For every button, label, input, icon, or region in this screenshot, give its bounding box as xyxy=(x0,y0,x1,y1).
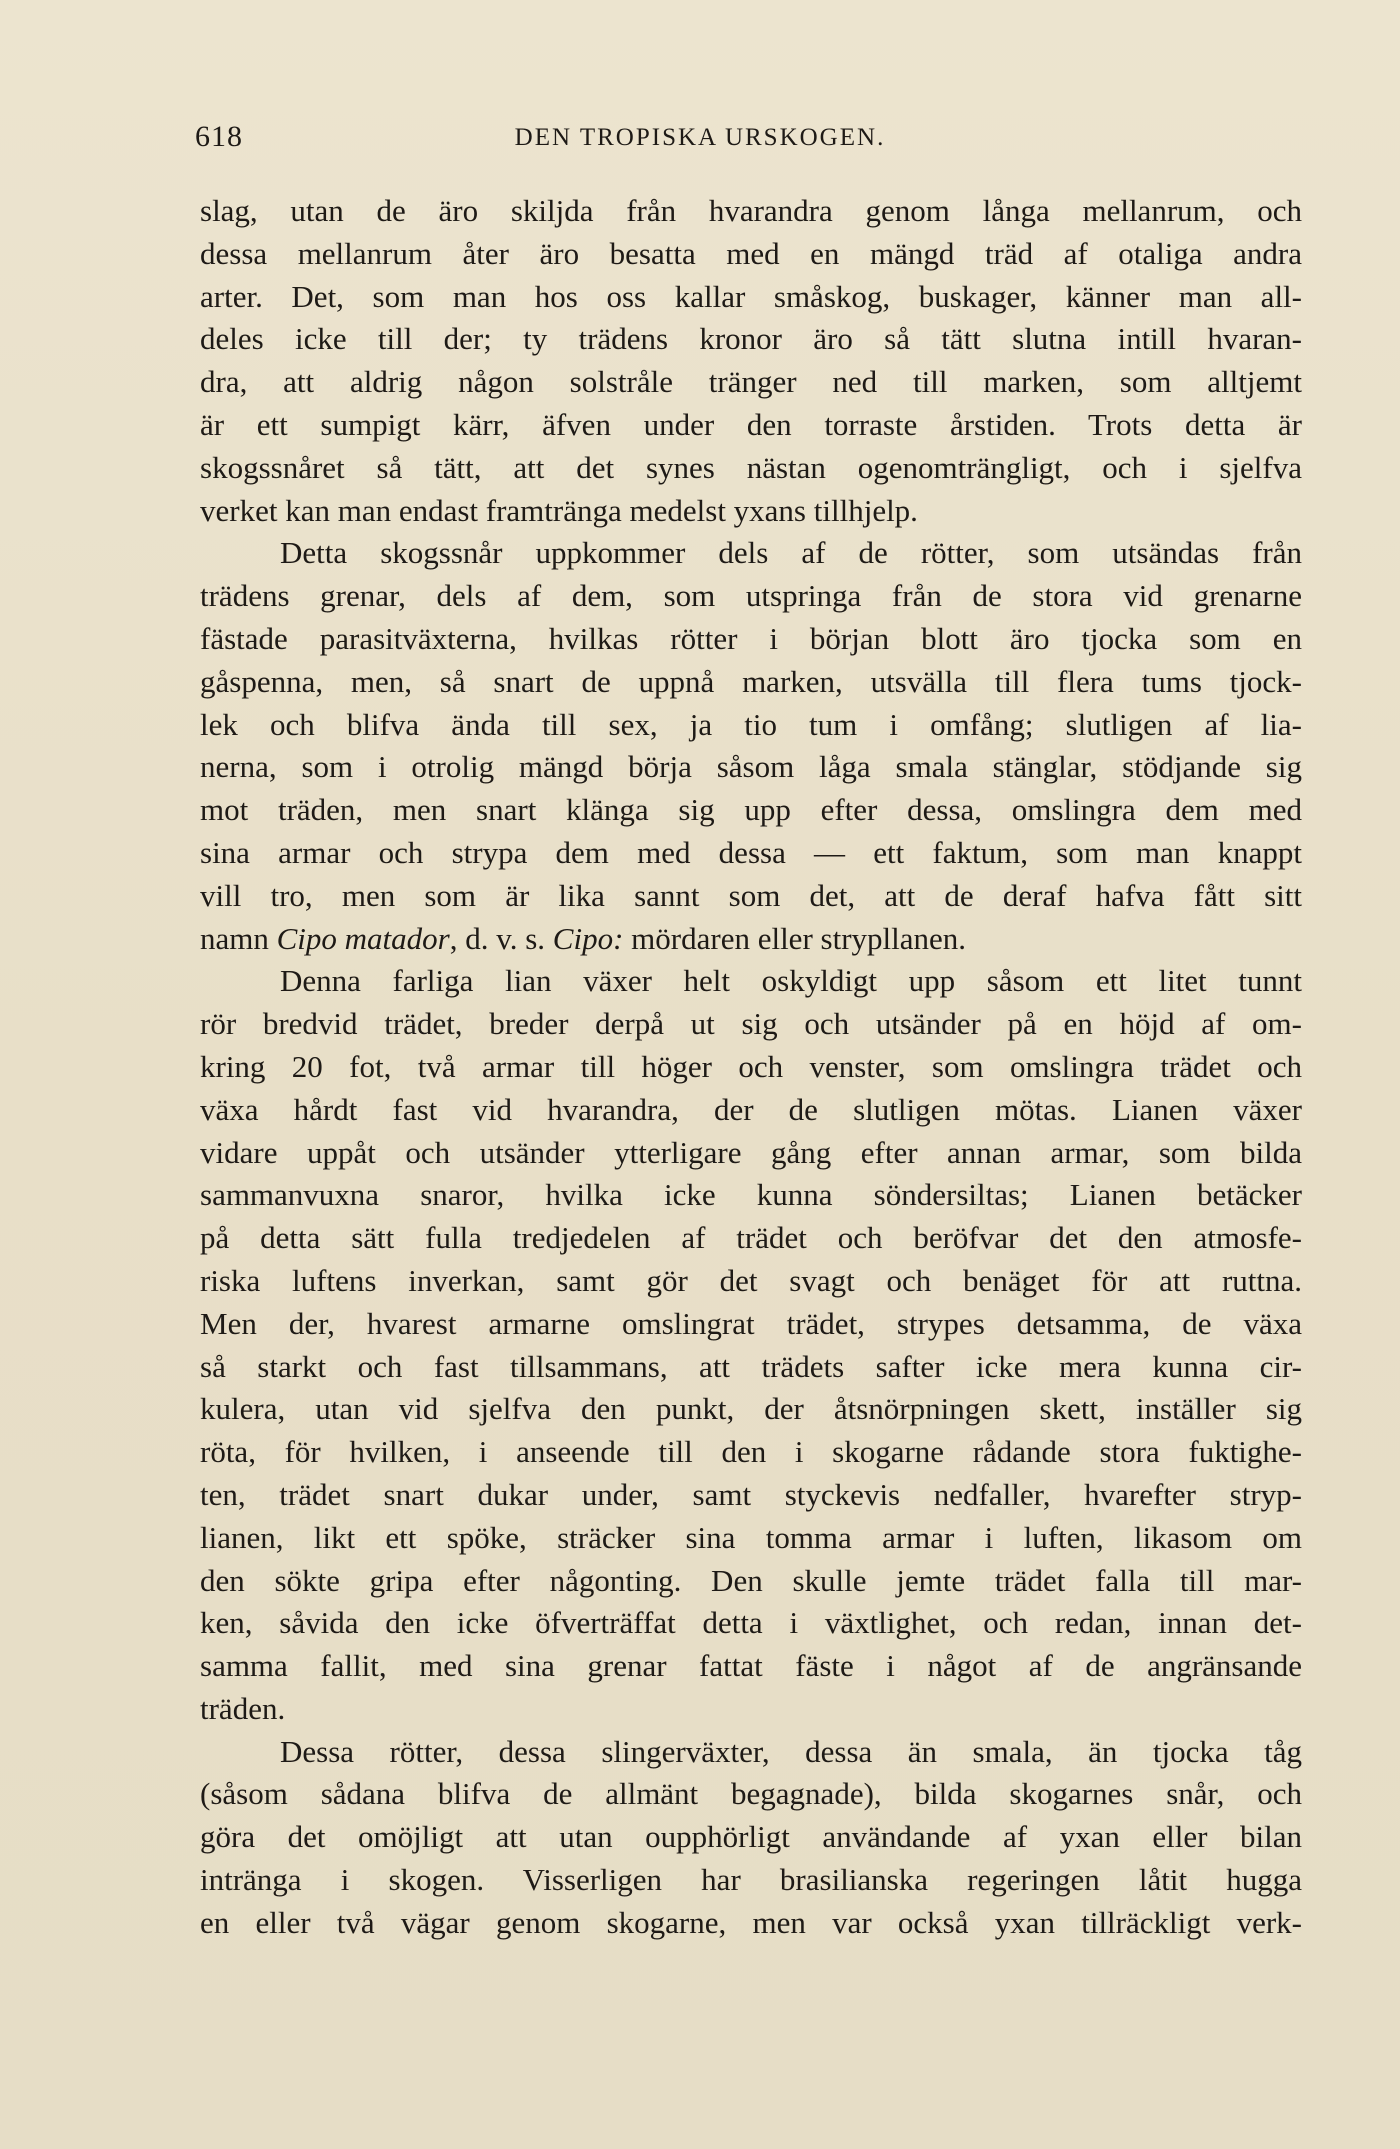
text-line: på detta sätt fulla tredjedelen af trädet och beröfvar det den atmosfe- xyxy=(200,1220,1302,1256)
text-line: ten, trädet snart dukar under, samt styckevis nedfaller, hvarefter stryp- xyxy=(200,1476,1302,1512)
text-line: Detta skogssnår uppkommer dels af de rötter, som utsändas från xyxy=(280,535,1302,571)
text-line: dessa mellanrum åter äro besatta med en mängd träd af otaliga andra xyxy=(200,235,1302,271)
text-line: slag, utan de äro skiljda från hvarandra genom långa mellanrum, och xyxy=(200,193,1302,228)
page-number: 618 xyxy=(195,120,243,153)
body-text xyxy=(200,190,1302,1945)
text-line: dra, att aldrig någon solstråle tränger ned till marken, som alltjemt xyxy=(200,364,1302,400)
text-line: sina armar och strypa dem med dessa — ett faktum, som man knappt xyxy=(200,834,1302,870)
text-line: lianen, likt ett spöke, sträcker sina tomma armar i luften, likasom om xyxy=(200,1519,1302,1555)
text-line: skogssnåret så tätt, att det synes nästan ogenomträngligt, och i sjelfva xyxy=(200,449,1302,485)
text-line: trädens grenar, dels af dem, som utspringa från de stora vid grenarne xyxy=(200,578,1302,614)
text-line xyxy=(200,918,1302,961)
text-line: vill tro, men som är lika sannt som det, att de deraf hafva fått sitt xyxy=(200,877,1302,913)
text-line: röta, för hvilken, i anseende till den i skogarne rådande stora fuktighe- xyxy=(200,1434,1302,1470)
text-segment: , d. v. s. xyxy=(449,920,553,956)
text-line: sammanvuxna snaror, hvilka icke kunna söndersiltas; Lianen betäcker xyxy=(200,1177,1302,1213)
text-segment: namn xyxy=(200,920,277,956)
text-line: deles icke till der; ty trädens kronor äro så tätt slutna intill hvaran- xyxy=(200,321,1302,357)
text-line: fästade parasitväxterna, hvilkas rötter i början blott äro tjocka som en xyxy=(200,620,1302,656)
text-line: kulera, utan vid sjelfva den punkt, der åtsnörpningen skett, inställer sig xyxy=(200,1391,1302,1427)
text-line: göra det omöjligt att utan oupphörligt användande af yxan eller bilan xyxy=(200,1819,1302,1855)
text-line: en eller två vägar genom skogarne, men var också yxan tillräckligt verk- xyxy=(200,1904,1302,1940)
text-line: är ett sumpigt kärr, äfven under den torraste årstiden. Trots detta är xyxy=(200,406,1302,442)
text-line: nerna, som i otrolig mängd börja såsom låga smala stänglar, stödjande sig xyxy=(200,749,1302,785)
running-title: DEN TROPISKA URSKOGEN. xyxy=(514,124,886,151)
text-line: gåspenna, men, så snart de uppnå marken, utsvälla till flera tums tjock- xyxy=(200,663,1302,699)
text-line: vidare uppåt och utsänder ytterligare gång efter annan armar, som bilda xyxy=(200,1134,1302,1170)
text-segment: mördaren eller strypllanen. xyxy=(623,920,967,956)
text-line: mot träden, men snart klänga sig upp efter dessa, omslingra dem med xyxy=(200,792,1302,828)
text-line: riska luftens inverkan, samt gör det svagt och benäget för att ruttna. xyxy=(200,1262,1302,1298)
text-line: kring 20 fot, två armar till höger och venster, som omslingra trädet och xyxy=(200,1048,1302,1084)
text-line: arter. Det, som man hos oss kallar småskog, buskager, känner man all- xyxy=(200,278,1302,314)
text-line: så starkt och fast tillsammans, att trädets safter icke mera kunna cir- xyxy=(200,1348,1302,1384)
italic-term: Cipo matador xyxy=(276,920,450,956)
text-line: ken, såvida den icke öfverträffat detta i växtlighet, och redan, innan det- xyxy=(200,1605,1302,1641)
text-line: lek och blifva ända till sex, ja tio tum i omfång; slutligen af lia- xyxy=(200,706,1302,742)
text-line: samma fallit, med sina grenar fattat fäste i något af de angränsande xyxy=(200,1648,1302,1684)
text-line: Dessa rötter, dessa slingerväxter, dessa än smala, än tjocka tåg xyxy=(280,1733,1302,1769)
text-line: växa hårdt fast vid hvarandra, der de slutligen mötas. Lianen växer xyxy=(200,1091,1302,1127)
italic-term: Cipo: xyxy=(552,920,624,956)
text-line: Denna farliga lian växer helt oskyldigt upp såsom ett litet tunnt xyxy=(280,963,1302,999)
text-line: (såsom sådana blifva de allmänt begagnade), bilda skogarnes snår, och xyxy=(200,1776,1302,1812)
page-header xyxy=(195,120,1165,160)
text-line: rör bredvid trädet, breder derpå ut sig och utsänder på en höjd af om- xyxy=(200,1006,1302,1042)
text-line: träden. xyxy=(200,1690,286,1726)
text-line: intränga i skogen. Visserligen har brasilianska regeringen låtit hugga xyxy=(200,1862,1302,1898)
text-line: verket kan man endast framtränga medelst yxans tillhjelp. xyxy=(200,492,918,528)
text-line: Men der, hvarest armarne omslingrat trädet, strypes detsamma, de växa xyxy=(200,1305,1302,1341)
text-line: den sökte gripa efter någonting. Den skulle jemte trädet falla till mar- xyxy=(200,1562,1302,1598)
